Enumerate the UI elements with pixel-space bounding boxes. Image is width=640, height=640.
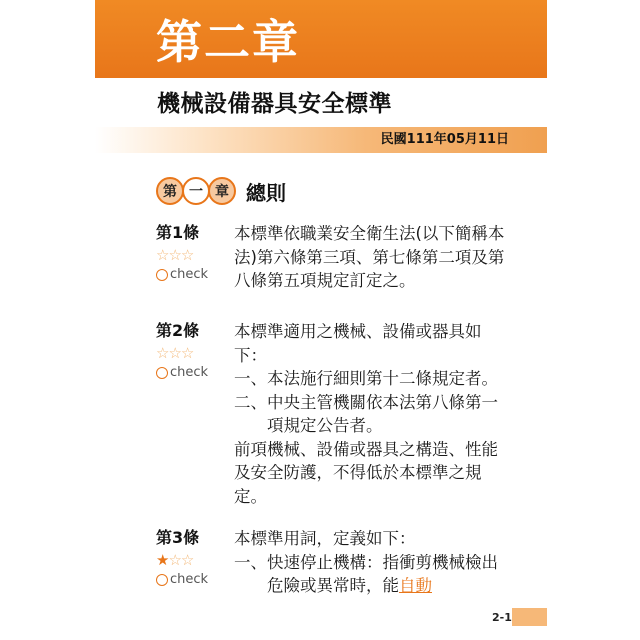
section-char-circle: 第 — [156, 177, 184, 205]
list-item — [234, 391, 514, 438]
date-bar — [95, 127, 547, 153]
star-rating: ☆☆☆ — [156, 246, 194, 264]
check-circle-icon — [156, 367, 168, 379]
star-rating — [156, 551, 193, 569]
article-body — [234, 527, 514, 598]
document-title: 機械設備器具安全標準 — [157, 91, 392, 117]
article-body — [234, 320, 514, 508]
check-label: check — [170, 572, 209, 587]
star-filled-icon: ★ — [156, 551, 169, 569]
check-label: check — [170, 365, 209, 380]
check-marker[interactable] — [156, 266, 208, 284]
item-text — [267, 551, 514, 598]
section-heading — [156, 176, 286, 206]
star-rating: ☆☆☆ — [156, 344, 194, 362]
article-outro: 前項機械、設備或器具之構造、性能及安全防護，不得低於本標準之規定。 — [234, 439, 498, 506]
section-char-circle: 章 — [208, 177, 236, 205]
article-label: 第2條 — [156, 321, 200, 340]
article-text: 本標準依職業安全衛生法(以下簡稱本法)第六條第三項、第七條第二項及第八條第五項規定訂定之。 — [234, 224, 505, 290]
page-tab — [512, 608, 547, 626]
article-intro: 本標準適用之機械、設備或器具如下： — [234, 322, 482, 365]
item-text: 本法施行細則第十二條規定者。 — [267, 369, 498, 388]
promulgation-date: 民國111年05月11日 — [380, 132, 509, 147]
item-number: 二、 — [234, 392, 267, 412]
item-number: 一、 — [234, 552, 267, 572]
article-body — [234, 222, 514, 293]
check-marker[interactable] — [156, 571, 208, 589]
article-intro: 本標準用詞，定義如下： — [234, 529, 416, 548]
term-link[interactable]: 自動 — [399, 576, 432, 595]
check-label: check — [170, 267, 209, 282]
chapter-title: 第二章 — [156, 15, 300, 69]
article-label: 第1條 — [156, 223, 200, 242]
item-text-body: 快速停止機構：指衝剪機械檢出危險或異常時，能 — [267, 552, 498, 595]
star-empty-icon: ☆☆ — [168, 551, 194, 569]
check-circle-icon — [156, 269, 168, 281]
page-number: 2-1 — [492, 611, 512, 624]
section-char-circle: 一 — [182, 177, 210, 205]
check-marker[interactable] — [156, 364, 208, 382]
list-item — [234, 551, 514, 598]
item-text: 中央主管機關依本法第八條第一項規定公告者。 — [267, 392, 498, 435]
list-item — [234, 367, 514, 391]
item-number: 一、 — [234, 369, 267, 388]
check-circle-icon — [156, 574, 168, 586]
section-title: 總則 — [246, 180, 286, 205]
article-label: 第3條 — [156, 528, 200, 547]
